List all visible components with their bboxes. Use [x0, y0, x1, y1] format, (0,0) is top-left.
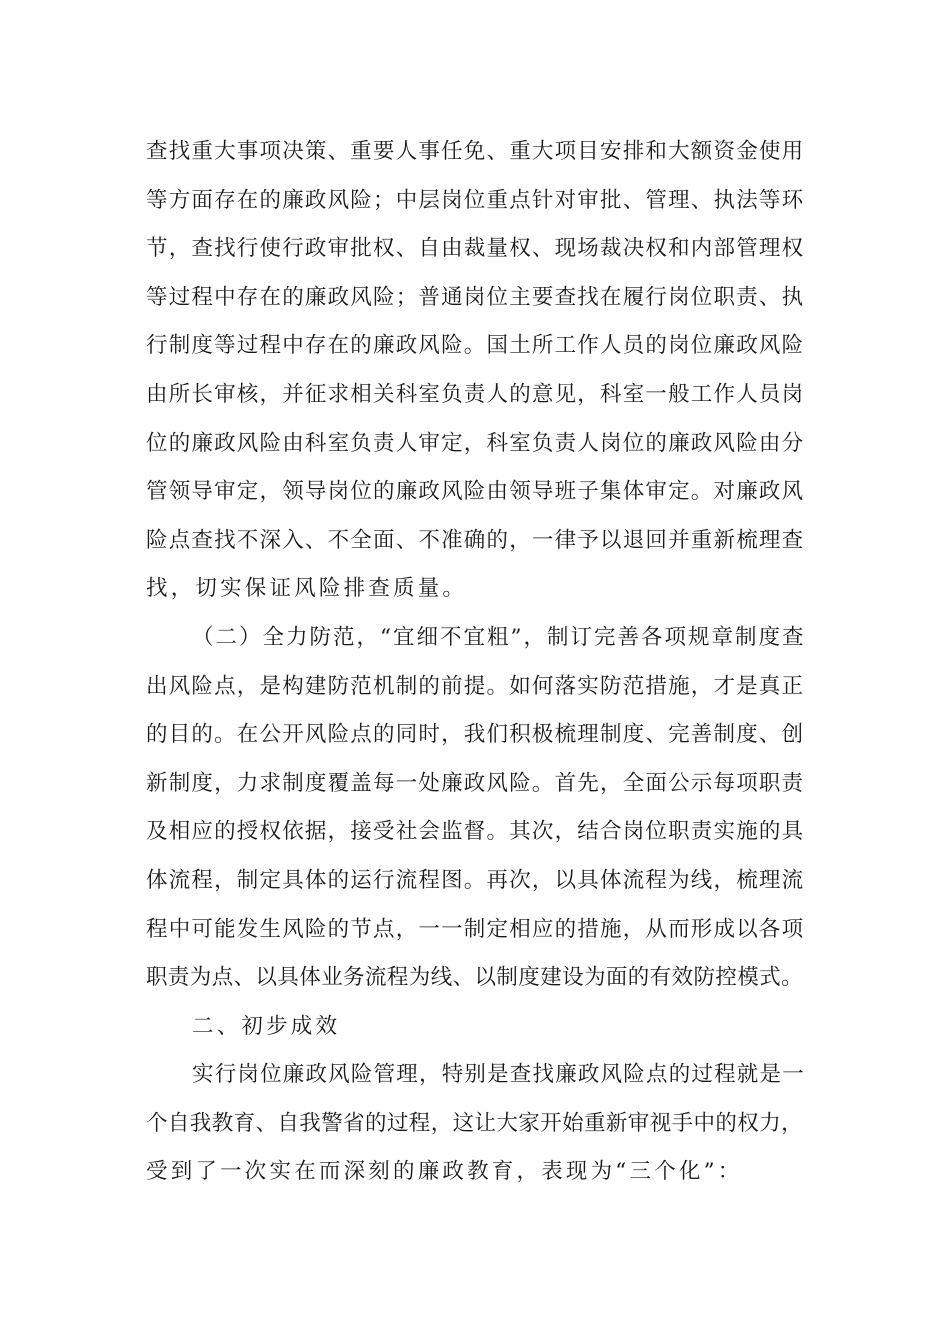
- text-line: 程中可能发生风险的节点，一一制定相应的措施，从而形成以各项: [146, 916, 805, 942]
- text-line: 找，切实保证风险排查质量。: [146, 576, 468, 602]
- text-line: 个自我教育、自我警省的过程，这让大家开始重新审视手中的权力，: [146, 1110, 804, 1136]
- text-line: 出风险点，是构建防范机制的前提。如何落实防范措施，才是真正: [146, 673, 805, 699]
- text-line: 受到了一次实在而深刻的廉政教育，表现为“三个化”：: [146, 1159, 743, 1185]
- text-line: 体流程，制定具体的运行流程图。再次，以具体流程为线，梳理流: [146, 867, 805, 893]
- text-line: 新制度，力求制度覆盖每一处廉政风险。首先，全面公示每项职责: [146, 770, 805, 796]
- text-line: 等过程中存在的廉政风险；普通岗位主要查找在履行岗位职责、执: [146, 284, 805, 310]
- text-line: 实行岗位廉政风险管理，特别是查找廉政风险点的过程就是一: [192, 1062, 805, 1088]
- text-line: 管领导审定，领导岗位的廉政风险由领导班子集体审定。对廉政风: [146, 479, 805, 505]
- text-line: 查找重大事项决策、重要人事任免、重大项目安排和大额资金使用: [146, 139, 805, 164]
- text-line: 节，查找行使行政审批权、自由裁量权、现场裁决权和内部管理权: [146, 236, 805, 262]
- text-line: 及相应的授权依据，接受社会监督。其次，结合岗位职责实施的具: [146, 819, 805, 845]
- document-body: [146, 128, 806, 1197]
- text-line: 行制度等过程中存在的廉政风险。国土所工作人员的岗位廉政风险: [146, 333, 805, 359]
- text-line: 由所长审核，并征求相关科室负责人的意见，科室一般工作人员岗: [146, 381, 805, 407]
- text-line: 位的廉政风险由科室负责人审定，科室负责人岗位的廉政风险由分: [146, 430, 805, 456]
- text-line: （二）全力防范，“宜细不宜粗”，制订完善各项规章制度查: [192, 624, 806, 650]
- text-line: 职责为点、以具体业务流程为线、以制度建设为面的有效防控模式。: [146, 965, 804, 991]
- text-line: 的目的。在公开风险点的同时，我们积极梳理制度、完善制度、创: [146, 722, 805, 748]
- text-line: 等方面存在的廉政风险；中层岗位重点针对审批、管理、执法等环: [146, 187, 805, 213]
- text-line: 险点查找不深入、不全面、不准确的，一律予以退回并重新梳理查: [146, 527, 805, 553]
- text-line: 二、初步成效: [192, 1013, 341, 1039]
